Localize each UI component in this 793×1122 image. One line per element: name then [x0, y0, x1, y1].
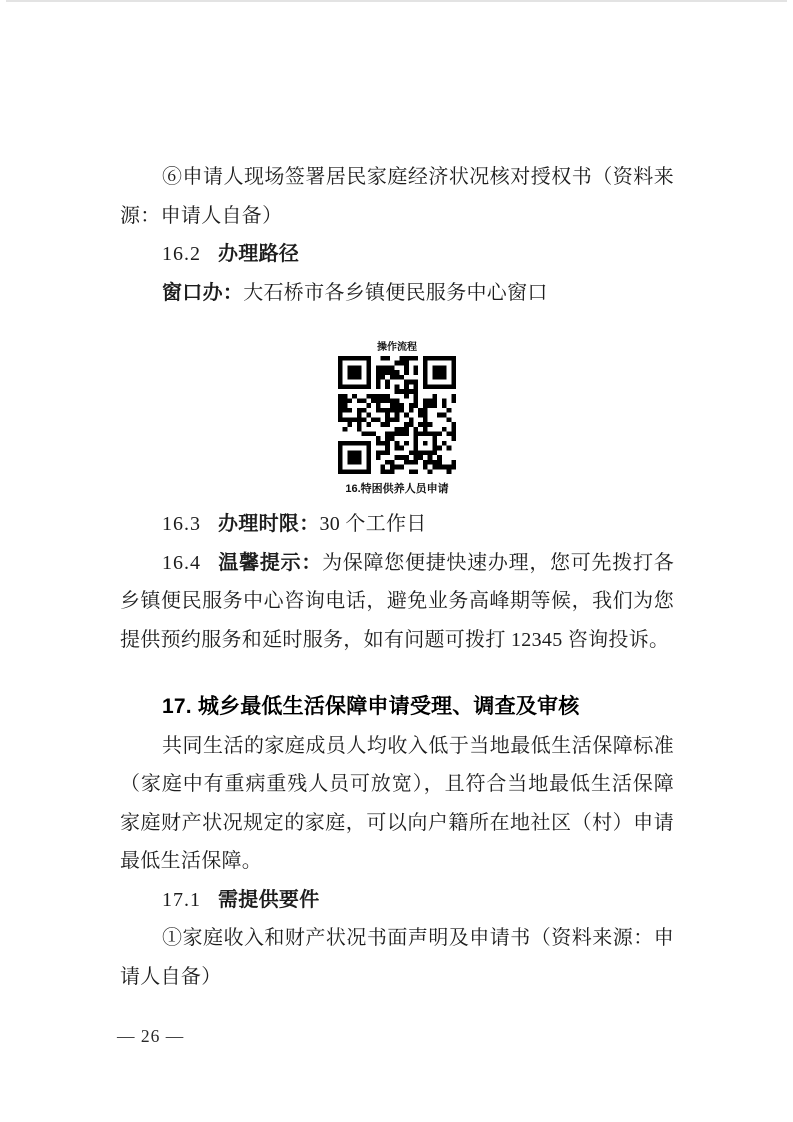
qr-figure: [120, 341, 674, 496]
heading-16-2-title: 办理路径: [218, 243, 300, 265]
heading-16-2-number: 16.2: [162, 243, 201, 265]
paragraph-16-3-number: 16.3: [162, 513, 201, 535]
window-value: 大石桥市各乡镇便民服务中心窗口: [243, 281, 548, 304]
page-footer: [117, 1026, 184, 1047]
paragraph-item-1: ①家庭收入和财产状况书面声明及申请书（资料来源：申请人自备）: [120, 927, 674, 988]
time-limit-value: 30 个工作日: [319, 513, 427, 535]
heading-17-1-title: 需提供要件: [218, 888, 320, 911]
paragraph-16-3: [120, 505, 674, 544]
paragraph-16-4-number: 16.4: [162, 551, 201, 574]
qr-code: [336, 356, 458, 474]
heading-17-1-number: 17.1: [162, 888, 201, 911]
paragraph-item-6: ⑥申请人现场签署居民家庭经济状况核对授权书（资料来源：申请人自备）: [120, 166, 674, 227]
time-limit-label: 办理时限：: [218, 513, 320, 535]
document-content: [120, 158, 674, 996]
tips-text: 为保障您便捷快速办理，您可先拨打各乡镇便民服务中心咨询电话，避免业务高峰期等候，我们为您提供预约服务和延时服务，如有问题可拨打 12345 咨询投诉。: [120, 551, 674, 651]
window-label: 窗口办：: [162, 281, 244, 304]
paragraph-17-intro: 共同生活的家庭成员人均收入低于当地最低生活保障标准（家庭中有重病重残人员可放宽），且符合当地最低生活保障家庭财产状况规定的家庭，可以向户籍所在地社区（村）申请最低生活保障。: [120, 734, 674, 872]
qr-caption-top: 操作流程: [377, 342, 417, 353]
page-number: — 26 —: [117, 1026, 185, 1046]
heading-17-1: [120, 881, 674, 920]
qr-caption-bottom: 16.特困供养人员申请: [345, 483, 449, 495]
heading-17: 17. 城乡最低生活保障申请受理、调查及审核: [162, 695, 580, 718]
paragraph-16-4: [120, 544, 674, 660]
scan-edge-artifact: [6, 0, 787, 2]
tips-label: 温馨提示：: [218, 551, 323, 574]
heading-16-2: [120, 235, 674, 274]
paragraph-window: [120, 274, 674, 313]
